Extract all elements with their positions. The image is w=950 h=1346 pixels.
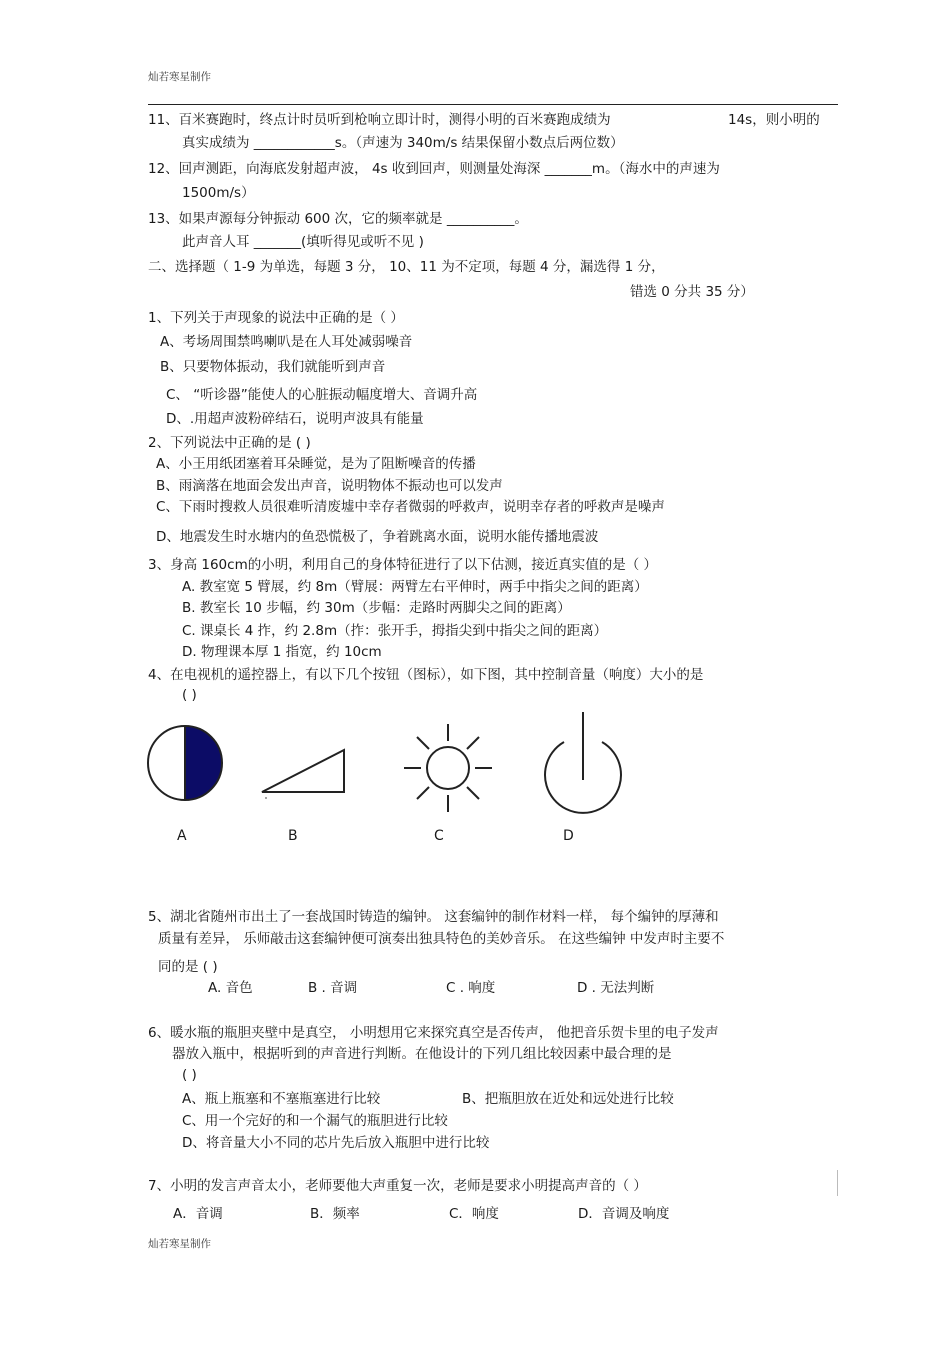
q5-option-c: C . 响度 bbox=[446, 980, 496, 996]
q3-option-a: A. 教室宽 5 臂展，约 8m（臂展：两臂左右平伸时，两手中指尖之间的距离） bbox=[182, 579, 648, 595]
q5-stem2: 质量有差异， 乐师敲击这套编钟便可演奏出独具特色的美妙音乐。 在这些编钟 中发声时主要不 bbox=[158, 931, 725, 947]
q7-option-b: B．频率 bbox=[310, 1206, 360, 1222]
q7-stem: 7、小明的发言声音太小，老师要他大声重复一次，老师是要求小明提高声音的（ ） bbox=[148, 1178, 647, 1194]
q13-line1: 13、如果声源每分钟振动 600 次，它的频率就是 __________。 bbox=[148, 211, 528, 227]
icon-label-d: D bbox=[563, 828, 574, 844]
q11-line2: 真实成绩为 ____________s。（声速为 340m/s 结果保留小数点后两位数） bbox=[182, 135, 624, 151]
q4-stem-paren: ( ) bbox=[182, 687, 197, 703]
q5-stem3: 同的是 ( ) bbox=[158, 959, 218, 975]
q3-stem: 3、身高 160cm的小明，利用自己的身体特征进行了以下估测，接近真实值的是（ ） bbox=[148, 557, 658, 573]
q6-stem: 6、暖水瓶的瓶胆夹壁中是真空， 小明想用它来探究真空是否传声， 他把音乐贺卡里的电子发声 bbox=[148, 1025, 719, 1041]
side-rule bbox=[837, 1170, 838, 1196]
q6-option-a: A、瓶上瓶塞和不塞瓶塞进行比较 bbox=[182, 1091, 381, 1107]
q5-option-a: A. 音色 bbox=[208, 980, 253, 996]
header-maker: 灿若寒星制作 bbox=[148, 71, 211, 83]
q3-option-c: C. 课桌长 4 拃，约 2.8m（拃：张开手，拇指尖到中指尖之间的距离） bbox=[182, 623, 608, 639]
q11-line1-value: 14s，则小明的 bbox=[728, 112, 820, 128]
header-rule bbox=[148, 104, 838, 105]
q6-option-d: D、将音量大小不同的芯片先后放入瓶胆中进行比较 bbox=[182, 1135, 490, 1151]
q6-stem3: ( ) bbox=[182, 1067, 197, 1083]
q1-option-d: D、.用超声波粉碎结石，说明声波具有能量 bbox=[166, 411, 424, 427]
q6-stem2: 器放入瓶中，根据听到的声音进行判断。在他设计的下列几组比较因素中最合理的是 bbox=[172, 1046, 672, 1062]
q2-option-d: D、地震发生时水塘内的鱼恐慌极了，争着跳离水面，说明水能传播地震波 bbox=[156, 529, 599, 545]
q3-option-b: B. 教室长 10 步幅，约 30m（步幅：走路时两脚尖之间的距离） bbox=[182, 600, 571, 616]
q5-stem: 5、湖北省随州市出土了一套战国时铸造的编钟。 这套编钟的制作材料一样， 每个编钟的厚薄和 bbox=[148, 909, 719, 925]
q7-option-a: A．音调 bbox=[173, 1206, 223, 1222]
q11-line1: 11、百米赛跑时，终点计时员听到枪响立即计时，测得小明的百米赛跑成绩为 bbox=[148, 112, 611, 128]
q3-option-d: D. 物理课本厚 1 指宽，约 10cm bbox=[182, 644, 382, 660]
power-icon bbox=[540, 708, 626, 820]
q13-line2: 此声音人耳 _______(填听得见或听不见 ) bbox=[182, 234, 424, 250]
triangle-icon bbox=[258, 744, 350, 802]
footer-maker: 灿若寒星制作 bbox=[148, 1238, 211, 1250]
q2-option-c: C、下雨时搜救人员很难听清废墟中幸存者微弱的呼救声，说明幸存者的呼救声是噪声 bbox=[156, 499, 665, 515]
q12-line1: 12、回声测距，向海底发射超声波， 4s 收到回声，则测量处海深 _______m。（海水中的声速为 bbox=[148, 161, 720, 177]
q2-option-a: A、小王用纸团塞着耳朵睡觉，是为了阻断噪音的传播 bbox=[156, 456, 476, 472]
section2-line2: 错选 0 分共 35 分） bbox=[630, 284, 754, 300]
q1-option-c: C、 “听诊器”能使人的心脏振动幅度增大、音调升高 bbox=[166, 387, 478, 403]
q7-option-d: D．音调及响度 bbox=[578, 1206, 670, 1222]
icon-label-c: C bbox=[434, 828, 444, 844]
icon-label-b: B bbox=[288, 828, 298, 844]
half-filled-circle-icon bbox=[146, 722, 226, 806]
sun-icon bbox=[402, 722, 494, 814]
section2-line1: 二、选择题（ 1-9 为单选，每题 3 分， 10、11 为不定项，每题 4 分，漏选得 1 分， bbox=[148, 259, 665, 275]
q1-option-a: A、考场周围禁鸣喇叭是在人耳处减弱噪音 bbox=[160, 334, 413, 350]
q7-option-c: C．响度 bbox=[449, 1206, 499, 1222]
q6-option-b: B、把瓶胆放在近处和远处进行比较 bbox=[462, 1091, 674, 1107]
q4-stem: 4、在电视机的遥控器上，有以下几个按钮（图标），如下图，其中控制音量（响度）大小的是 bbox=[148, 667, 704, 683]
q2-stem: 2、下列说法中正确的是 ( ) bbox=[148, 435, 311, 451]
q6-option-c: C、用一个完好的和一个漏气的瓶胆进行比较 bbox=[182, 1113, 448, 1129]
q5-option-d: D . 无法判断 bbox=[577, 980, 655, 996]
q1-option-b: B、只要物体振动，我们就能听到声音 bbox=[160, 359, 386, 375]
icon-label-a: A bbox=[177, 828, 187, 844]
q12-line2: 1500m/s） bbox=[182, 185, 255, 201]
q1-stem: 1、下列关于声现象的说法中正确的是（ ） bbox=[148, 310, 404, 326]
q5-option-b: B . 音调 bbox=[308, 980, 358, 996]
q2-option-b: B、雨滴落在地面会发出声音，说明物体不振动也可以发声 bbox=[156, 478, 503, 494]
